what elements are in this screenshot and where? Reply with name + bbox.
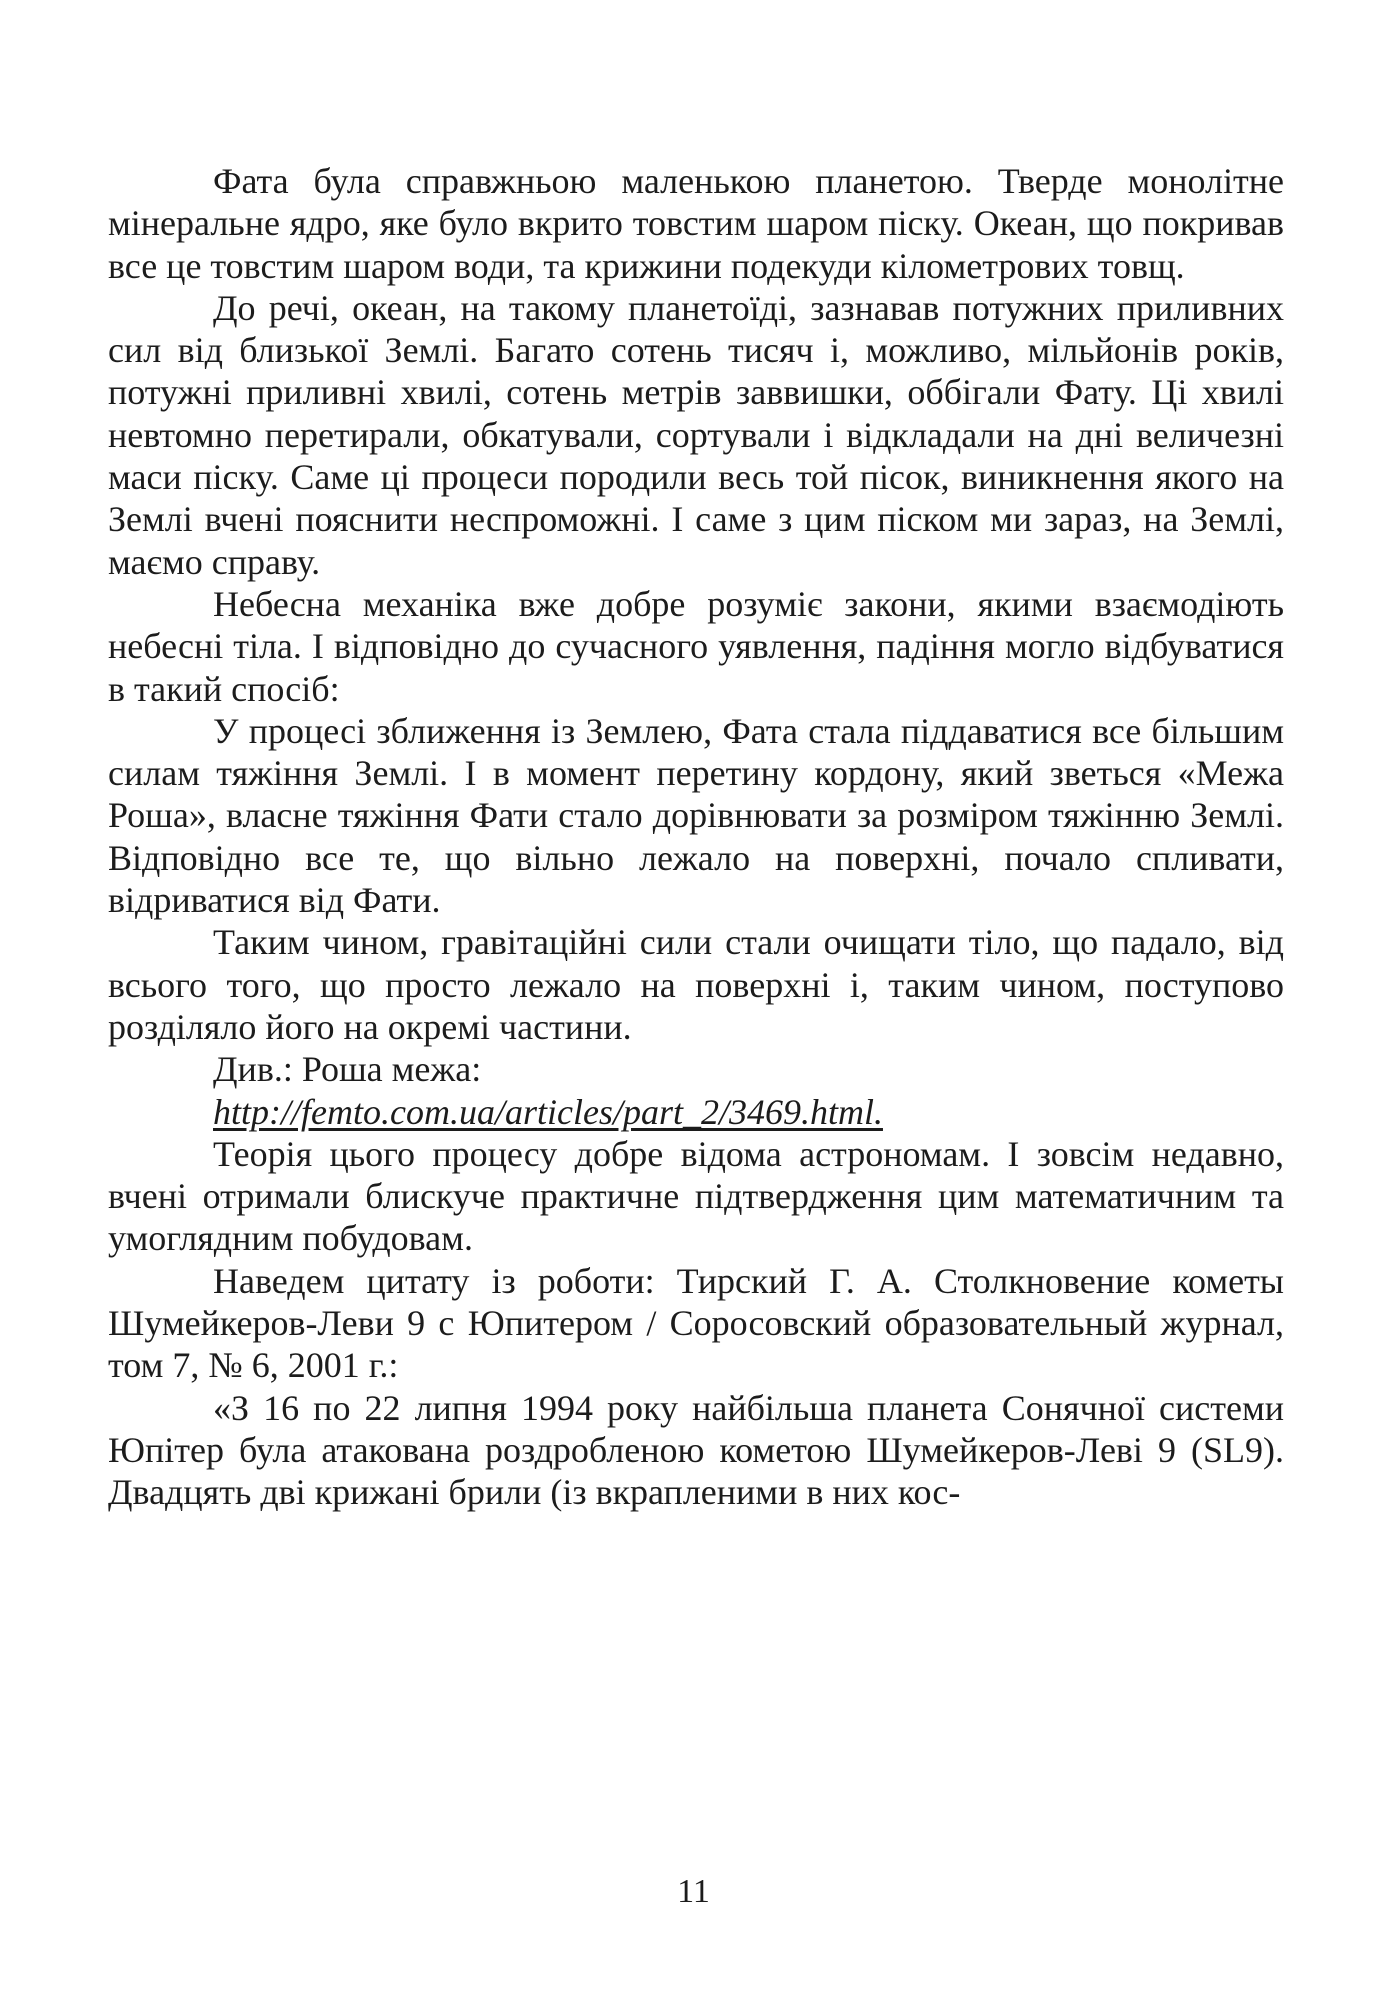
paragraph-2: До речі, океан, на такому планетоїді, зазнавав потужних приливних сил від близької Землі. Багато сотень тисяч і, можливо, мільйонів років, потужні приливні хвилі, сотень метрів заввишки, оббігали Фату. Ці хвилі невтомно перетирали, обкатували, сортували і відкладали на дні величезні маси піску. Саме ці процеси породили весь той пісок, виникнення якого на Землі вчені пояснити неспроможні. І саме з цим піском ми зараз, на Землі, маємо справу. bbox=[108, 287, 1284, 582]
paragraph-5: Таким чином, гравітаційні сили стали очищати тіло, що падало, від всього того, що просто лежало на поверхні і, таким чином, поступово розділяло його на окремі частини. bbox=[108, 922, 1284, 1047]
page-number: 11 bbox=[677, 1873, 710, 1910]
paragraph-6: Теорія цього процесу добре відома астрономам. І зовсім недавно, вчені отримали блискуче практичне підтвердження цим математичним та умоглядним побудовам. bbox=[108, 1133, 1284, 1259]
paragraph-4: У процесі зближення із Землею, Фата стала піддаватися все більшим силам тяжіння Землі. І в момент перетину кордону, який зветься «Межа Роша», власне тяжіння Фати стало дорівнювати за розміром тяжінню Землі. Відповідно все те, що вільно лежало на поверхні, почало спливати, відриватися від Фати. bbox=[108, 710, 1284, 921]
paragraph-3: Небесна механіка вже добре розуміє закони, якими взаємодіють небесні тіла. І відповідно до сучасного уявлення, падіння могло відбуватися в такий спосіб: bbox=[108, 583, 1284, 709]
paragraph-8: «З 16 по 22 липня 1994 року найбільша планета Сонячної системи Юпітер була атакована роздробленою кометою Шумейкеров-Леві 9 (SL9). Двадцять дві крижані брили (із вкрапленими в них кос- bbox=[108, 1387, 1284, 1513]
page-body bbox=[108, 160, 1284, 1514]
paragraph-7: Наведем цитату із роботи: Тирский Г. А. Столкновение кометы Шумейкеров-Леви 9 с Юпитером / Соросовский образовательный журнал, том 7, № 6, 2001 г.: bbox=[108, 1260, 1284, 1386]
reference-label: Див.: Роша межа: bbox=[213, 1049, 482, 1090]
paragraph-1: Фата була справжньою маленькою планетою. Тверде монолітне мінеральне ядро, яке було вкрито товстим шаром піску. Океан, що покривав все це товстим шаром води, та крижини подекуди кілометрових товщ. bbox=[108, 161, 1284, 286]
reference-link-line bbox=[108, 1091, 1284, 1133]
reference-link[interactable]: http://femto.com.ua/articles/part_2/3469.html. bbox=[213, 1091, 883, 1132]
